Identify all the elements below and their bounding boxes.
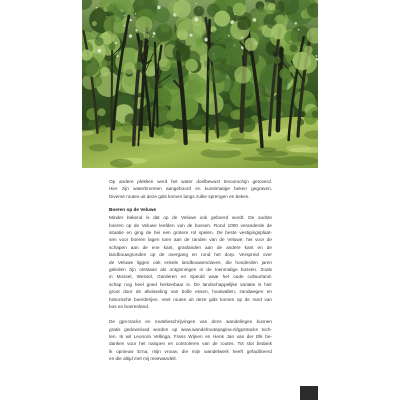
foliage-blob: [273, 56, 281, 64]
foliage-blob: [126, 6, 135, 15]
shrub: [154, 126, 164, 136]
body-text: [109, 178, 272, 362]
text-line: in Mossel, Wessel, Garderen en Speuld waar het oude cultuurland-: [109, 274, 272, 280]
foliage-blob: [135, 62, 143, 70]
sky-gap: [96, 7, 98, 9]
text-line: bos en boerenland.: [109, 303, 150, 309]
text-line: ik opnieuw Erna, mijn vrouw, die mijn wandelwerk heeft gefaciliteerd: [109, 348, 272, 354]
sunlit-patch: [209, 140, 231, 143]
page-tab: [300, 386, 318, 400]
ground-shadow: [89, 144, 109, 151]
text-line: Minder bekend is dat op de Veluwe ook geboerd wordt. De oudste: [109, 215, 272, 221]
sunlit-patch: [135, 138, 178, 144]
shrub: [192, 116, 202, 126]
foliage-blob: [291, 14, 298, 21]
shrub: [230, 110, 239, 119]
text-line: De gps-tracks en routebeschrijvingen van deze wandelingen kunnen: [109, 319, 272, 325]
sky-gap: [190, 34, 193, 37]
closing-paragraph: [109, 318, 272, 362]
foliage-blob: [173, 0, 191, 18]
sky-gap: [228, 35, 230, 37]
sunlit-patch: [276, 156, 319, 165]
text-line: geleden zijn ontstaan als ontginningen in de toenmalige bossen. Zoals: [109, 266, 272, 272]
foliage-blob: [144, 33, 150, 39]
shrub: [122, 122, 132, 132]
sky-gap: [97, 49, 101, 53]
text-line: Diverse routes uit deze gids komen langs zulke sprengen en beken.: [109, 193, 250, 199]
foliage-blob: [98, 108, 106, 116]
section-paragraph: [109, 214, 272, 310]
text-line: historische boerderijen. Veel routes uit deze gids komen op de rand van: [109, 296, 272, 302]
foliage-blob: [233, 3, 246, 16]
foliage-blob: [279, 68, 290, 79]
sky-gap: [123, 25, 125, 27]
sky-gap: [295, 22, 297, 24]
foliage-blob: [109, 43, 116, 50]
sunlit-patch: [110, 159, 133, 168]
text-line: ten. Ik wil Leonora Vellinga, Frans Wijnen en Henk Jan van der Elk be-: [109, 333, 272, 339]
foliage-blob: [268, 3, 276, 11]
sky-gap: [234, 45, 235, 46]
foliage-blob: [258, 6, 264, 12]
sunlit-patch: [243, 157, 280, 161]
text-line: Op andere plekken werd het water doelbewust tevoorschijn getoverd.: [109, 179, 272, 184]
sky-gap: [130, 19, 132, 21]
foliage-blob: [106, 4, 115, 13]
shrub: [99, 125, 106, 132]
sky-gap: [115, 42, 117, 44]
foliage-blob: [92, 21, 97, 26]
text-line: schap nog heel goed herkenbaar is. De landschappelijke variatie is hier: [109, 281, 272, 287]
text-line: Hier zijn waterbronnen aangeboord en kunstmatige beken gegraven.: [109, 186, 272, 192]
foliage-blob: [234, 66, 251, 83]
foliage-blob: [154, 7, 170, 23]
sky-gap: [253, 18, 257, 22]
text-line: landbouwgronden op de overgang en rond het dorp. Verspreid over: [109, 252, 272, 258]
foliage-blob: [159, 59, 171, 71]
foliage-blob: [100, 67, 110, 77]
foliage-blob: [290, 44, 298, 52]
sky-gap: [129, 34, 132, 37]
foliage-blob: [185, 59, 198, 72]
foliage-blob: [284, 31, 298, 45]
foliage-blob: [293, 52, 312, 71]
foliage-blob: [95, 37, 104, 46]
foliage-blob: [214, 35, 219, 40]
intro-paragraph: [109, 178, 272, 200]
text-line: schapen aan de ene kant, graslanden aan de andere kant en de: [109, 244, 272, 250]
sky-gap: [194, 17, 198, 21]
foliage-blob: [135, 16, 152, 33]
sky-gap: [157, 6, 160, 9]
foliage-blob: [245, 38, 258, 51]
sunlit-patch: [209, 147, 241, 150]
sky-gap: [316, 55, 318, 57]
sky-gap: [196, 3, 197, 4]
sky-gap: [117, 55, 119, 57]
foliage-blob: [214, 11, 230, 27]
text-line: de Veluwe liggen ook enkele landbouwenclaves, die honderden jaren: [109, 259, 272, 265]
foliage-blob: [201, 93, 223, 115]
foliage-blob: [213, 58, 226, 71]
text-line: danken voor het nalopen en controleren van de routes. Tot slot bedank: [109, 341, 272, 347]
text-line: gratis gedownload worden op www.wandelroutepagina.nl/gpstracks toch-: [109, 326, 272, 332]
sky-gap: [152, 36, 154, 38]
sky-gap: [135, 13, 136, 14]
text-line: situatie en ging de hei een grotere rol spelen. De beste vestigingsplaat-: [109, 230, 272, 236]
foliage-blob: [160, 23, 169, 32]
shrub: [166, 110, 177, 121]
text-line: groot door de afwisseling van bolle essen, houtwallen, zandwegen en: [109, 289, 272, 295]
foliage-blob: [124, 62, 136, 74]
text-line: sen voor boeren lagen toen aan de randen van de Veluwe: hei voor de: [109, 237, 272, 243]
foliage-blob: [194, 6, 205, 17]
foliage-blob: [195, 38, 204, 47]
section-heading: Boeren op de Veluwe: [109, 207, 157, 213]
foliage-blob: [176, 16, 192, 32]
foliage-blob: [172, 43, 190, 61]
sky-gap: [106, 16, 107, 17]
sunlit-patch: [258, 151, 288, 157]
sky-gap: [153, 32, 156, 35]
forest-photo: [82, 0, 318, 168]
text-line: boeren op de Veluwe leefden van de bossen. Rond 1000 veranderde de: [109, 222, 272, 228]
text-line: en die altijd met mij meewandelt.: [109, 356, 178, 362]
foliage-blob: [237, 16, 251, 30]
foliage-blob: [104, 15, 124, 35]
sky-gap: [298, 29, 300, 31]
sky-gap: [124, 15, 125, 16]
shrub: [201, 125, 210, 134]
